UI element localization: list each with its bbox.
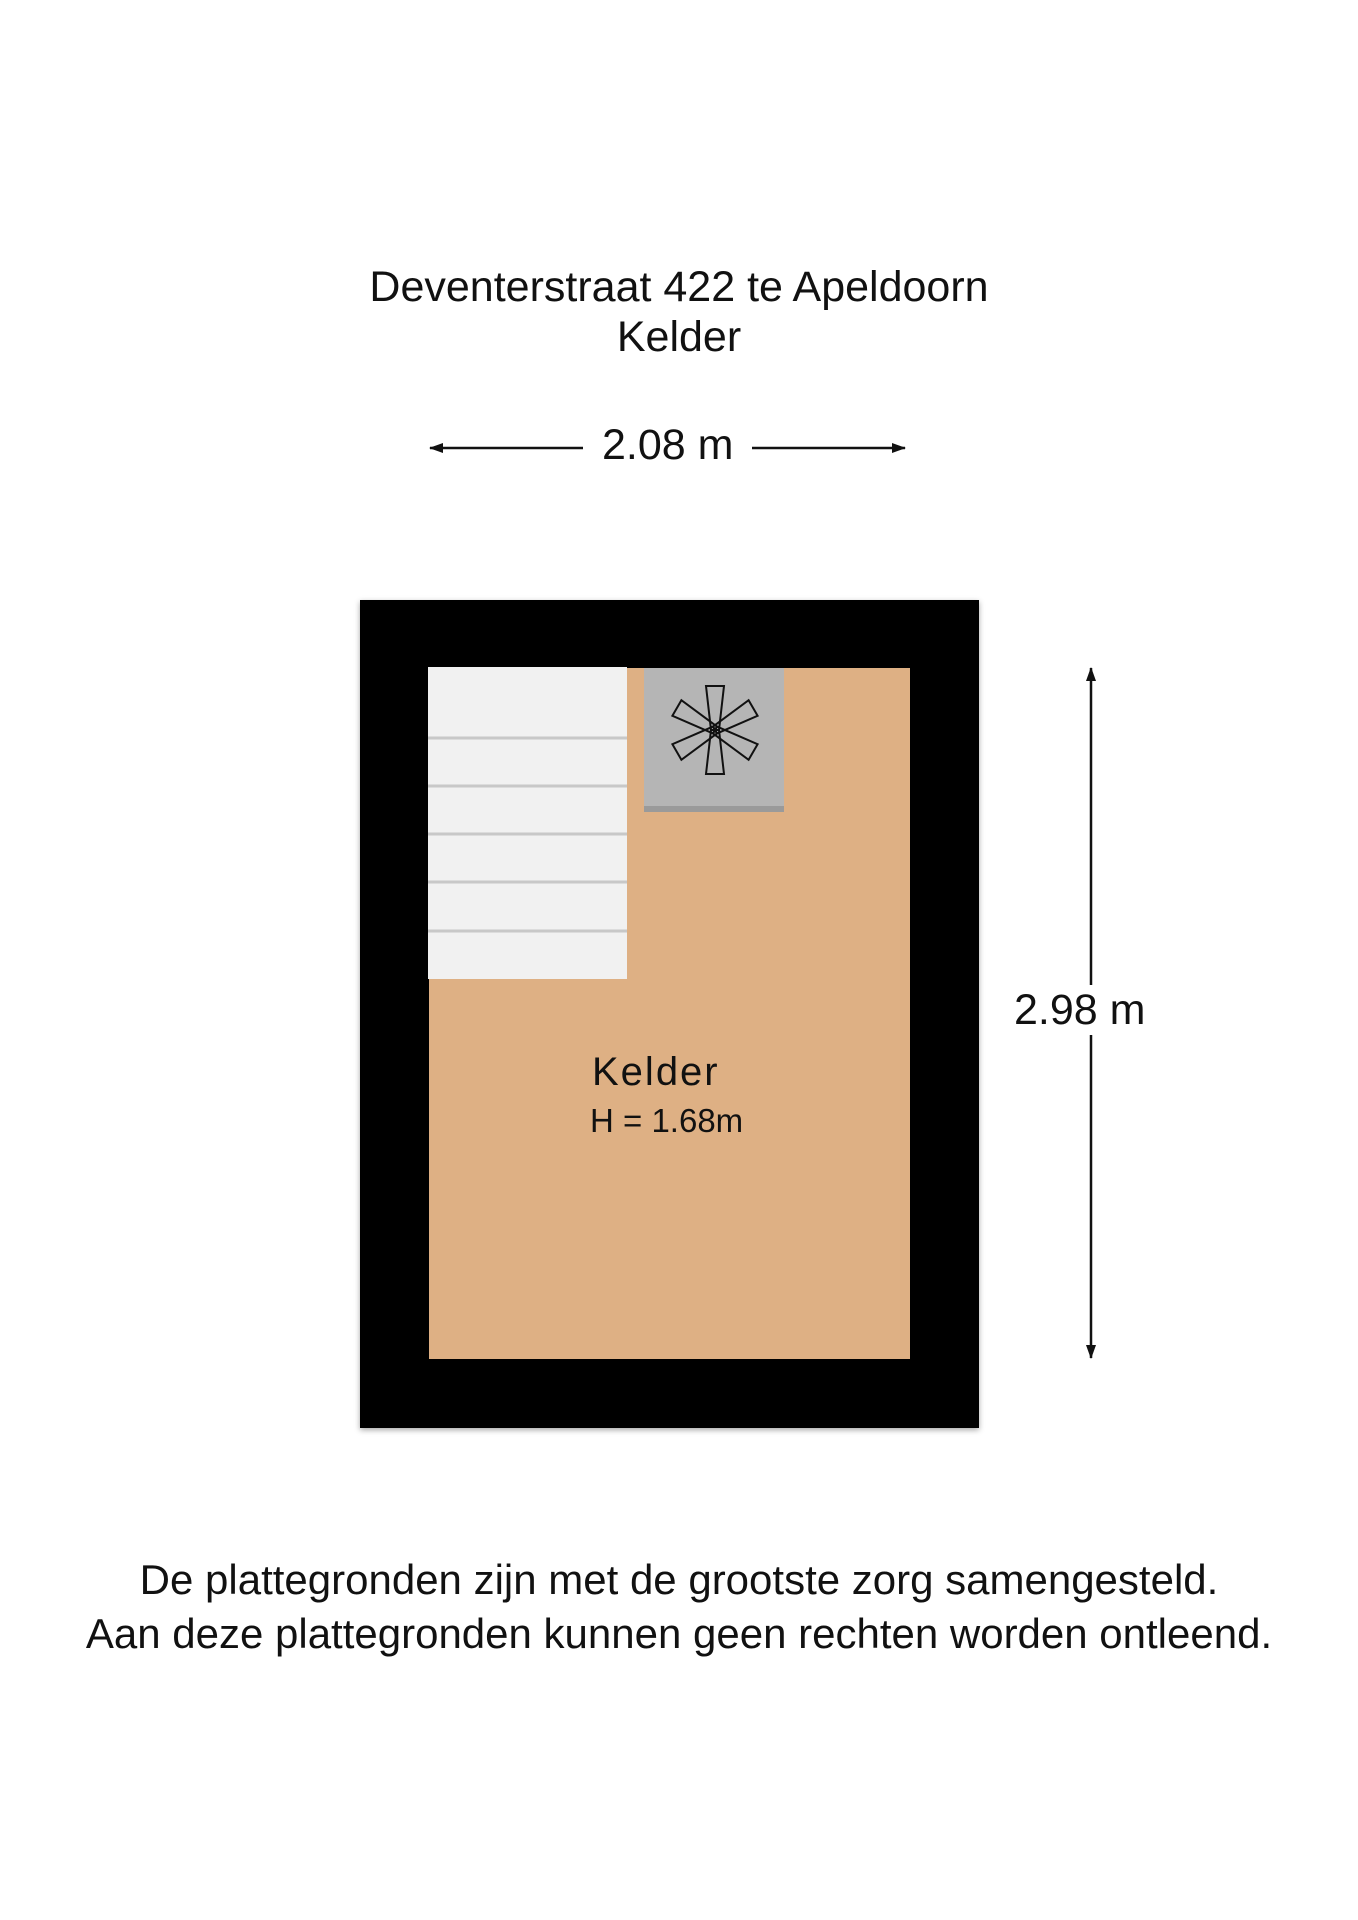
- room-name: Kelder: [592, 1050, 720, 1094]
- disclaimer-line-2: Aan deze plattegronden kunnen geen rechten worden ontleend.: [85, 1610, 1273, 1657]
- utility-unit: [644, 668, 784, 812]
- disclaimer-line-1: De plattegronden zijn met de grootste zorg samengesteld.: [139, 1556, 1219, 1603]
- width-label: 2.08 m: [590, 420, 745, 470]
- disclaimer: [0, 1553, 1358, 1661]
- address-title: Deventerstraat 422 te Apeldoorn: [369, 263, 989, 311]
- floor-title: Kelder: [616, 313, 742, 361]
- depth-label: 2.98 m: [1014, 986, 1146, 1034]
- room-height: H = 1.68m: [590, 1102, 744, 1139]
- stairs: [428, 667, 627, 979]
